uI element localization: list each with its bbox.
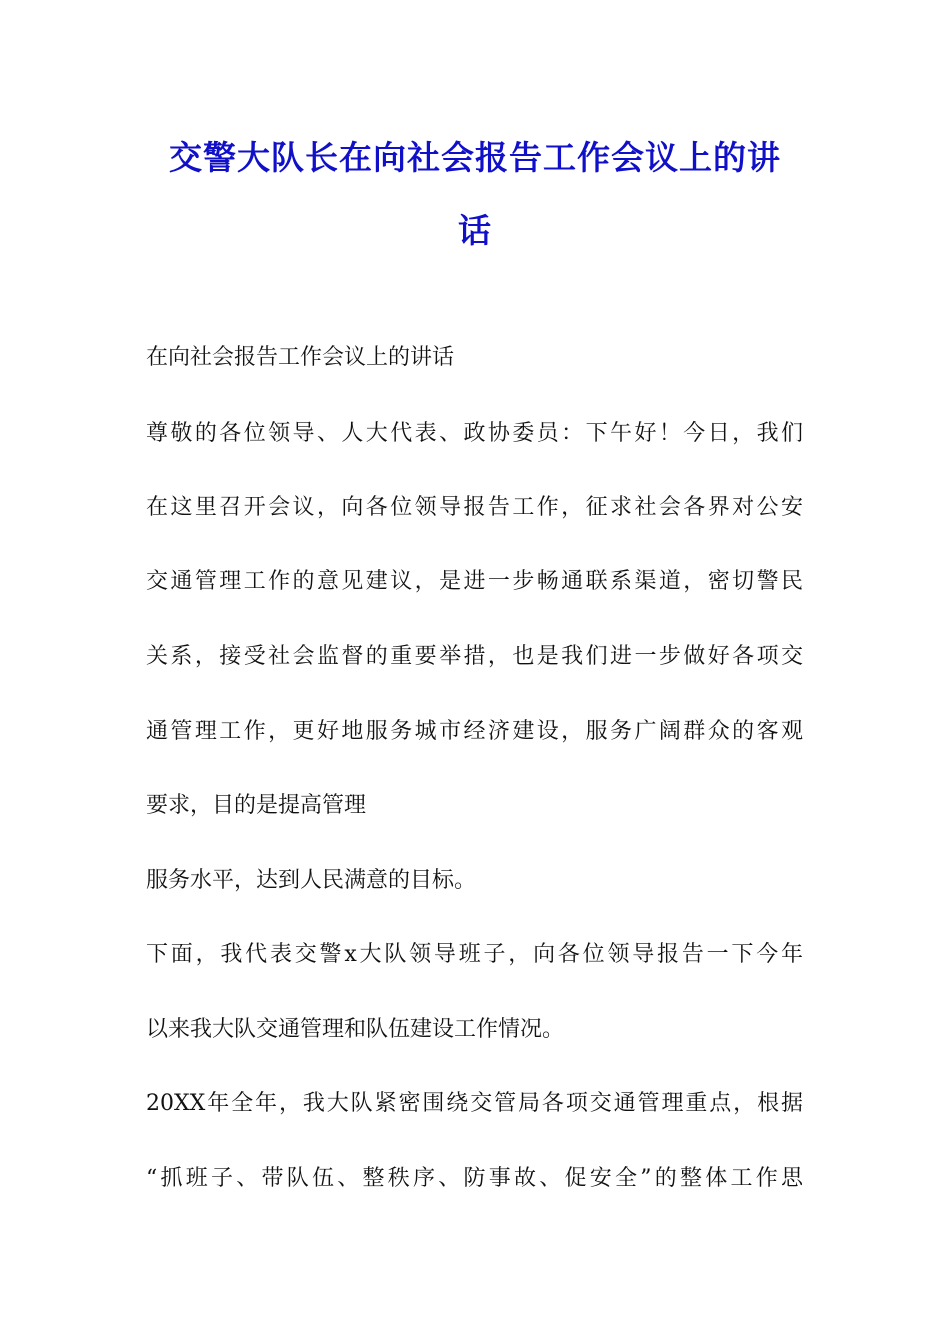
paragraph-line: 交通管理工作的意见建议，是进一步畅通联系渠道，密切警民 xyxy=(146,569,803,594)
paragraph-line: 尊敬的各位领导、人大代表、政协委员：下午好！今日，我们 xyxy=(146,421,803,446)
document-title-line-1: 交警大队长在向社会报告工作会议上的讲 xyxy=(169,138,781,177)
paragraph-line: 20XX年全年，我大队紧密围绕交管局各项交通管理重点，根据 xyxy=(146,1091,803,1116)
paragraph-line: 在这里召开会议，向各位领导报告工作，征求社会各界对公安 xyxy=(146,495,803,520)
paragraph-line: 服务水平，达到人民满意的目标。 xyxy=(146,868,477,893)
paragraph-line: 通管理工作，更好地服务城市经济建设，服务广阔群众的客观 xyxy=(146,719,803,744)
paragraph-line: 关系，接受社会监督的重要举措，也是我们进一步做好各项交 xyxy=(146,644,803,669)
paragraph-line: 在向社会报告工作会议上的讲话 xyxy=(146,345,455,370)
paragraph-line: 要求，目的是提高管理 xyxy=(146,793,367,818)
paragraph-line: 下面，我代表交警x大队领导班子，向各位领导报告一下今年 xyxy=(146,942,803,967)
document-title-line-2: 话 xyxy=(458,211,492,250)
paragraph-line: “抓班子、带队伍、整秩序、防事故、促安全”的整体工作思 xyxy=(146,1166,803,1191)
paragraph-line: 以来我大队交通管理和队伍建设工作情况。 xyxy=(146,1017,565,1042)
